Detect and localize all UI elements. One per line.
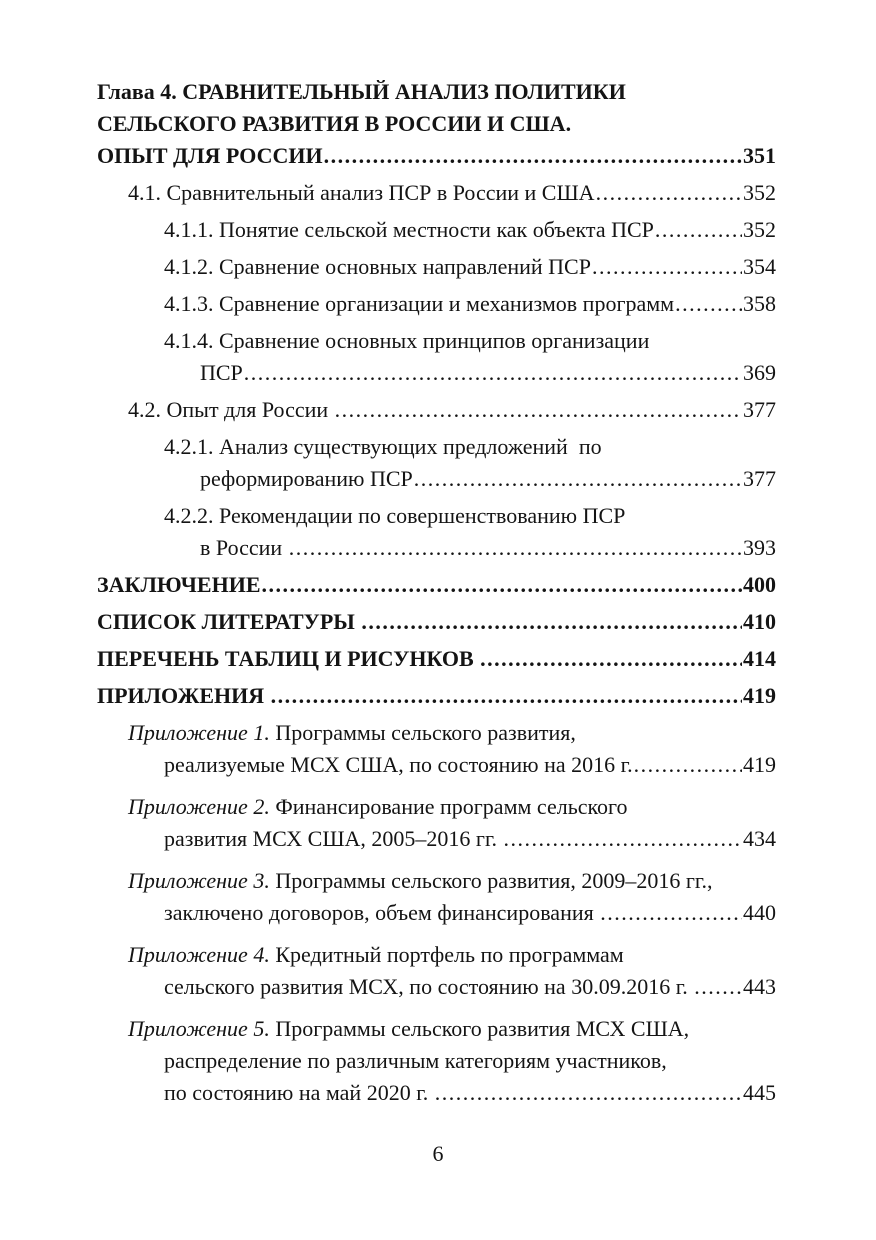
toc-entry	[97, 214, 776, 246]
toc-page-number: 419	[743, 683, 776, 708]
dot-leader	[655, 214, 742, 246]
toc-entry-text: СЕЛЬСКОГО РАЗВИТИЯ В РОССИИ И США.	[97, 111, 572, 136]
toc-page-number: 443	[743, 974, 776, 999]
toc-page-number: 419	[743, 752, 776, 777]
toc-line-final	[97, 140, 776, 172]
dot-leader	[244, 357, 742, 389]
toc-entry	[97, 643, 776, 675]
dot-leader	[634, 749, 742, 781]
toc-entry	[97, 288, 776, 320]
toc-entry-text: 4.2.1. Анализ существующих предложений по	[164, 434, 602, 459]
dot-leader	[361, 606, 742, 638]
toc-entry	[97, 76, 776, 172]
dot-leader	[262, 569, 743, 601]
toc-entry-text: 4.1.2. Сравнение основных направлений ПСР	[164, 254, 591, 279]
toc-line-final	[164, 1077, 776, 1109]
toc-entry	[97, 939, 776, 1003]
toc-line-final	[164, 288, 776, 320]
toc-page-number: 377	[743, 466, 776, 491]
dot-leader	[480, 643, 742, 675]
toc-entry-text: в России	[200, 535, 288, 560]
toc-page-number: 410	[743, 609, 776, 634]
dot-leader	[592, 251, 742, 283]
toc-line-final	[128, 394, 776, 426]
toc-line	[128, 865, 776, 897]
toc-entry	[97, 680, 776, 712]
toc-line	[128, 939, 776, 971]
toc-entry-text: заключено договоров, объем финансирования	[164, 900, 600, 925]
toc-line-final	[164, 971, 776, 1003]
toc-page-number: 445	[743, 1080, 776, 1105]
toc-page-number: 414	[743, 646, 776, 671]
toc-line-final	[97, 569, 776, 601]
toc-entry	[97, 606, 776, 638]
appendix-label: Приложение 2.	[128, 794, 270, 819]
toc-entry	[97, 394, 776, 426]
toc-line-final	[97, 606, 776, 638]
toc-page-number: 354	[743, 254, 776, 279]
dot-leader	[675, 288, 742, 320]
toc-entry	[97, 569, 776, 601]
toc-entry-text: Программы сельского развития,	[275, 720, 576, 745]
toc-entry-text: Глава 4. СРАВНИТЕЛЬНЫЙ АНАЛИЗ ПОЛИТИКИ	[97, 79, 626, 104]
dot-leader	[335, 394, 742, 426]
toc-page-number: 440	[743, 900, 776, 925]
toc-line	[97, 76, 776, 108]
toc-entry	[97, 1013, 776, 1109]
toc-page-number: 393	[743, 535, 776, 560]
toc-entry-text: СПИСОК ЛИТЕРАТУРЫ	[97, 609, 361, 634]
toc-entry-text: распределение по различным категориям участников,	[164, 1048, 667, 1073]
toc-list	[97, 76, 776, 1109]
toc-page-number: 434	[743, 826, 776, 851]
dot-leader	[324, 140, 742, 172]
toc-line	[164, 325, 776, 357]
toc-entry	[97, 431, 776, 495]
toc-line	[164, 1045, 776, 1077]
dot-leader	[600, 897, 742, 929]
toc-line	[128, 791, 776, 823]
toc-line	[128, 717, 776, 749]
toc-line-final	[200, 532, 776, 564]
page-footer	[0, 1138, 876, 1170]
toc-page-number: 358	[743, 291, 776, 316]
toc-line-final	[200, 463, 776, 495]
dot-leader	[289, 532, 742, 564]
appendix-label: Приложение 5.	[128, 1016, 270, 1041]
toc-line	[164, 500, 776, 532]
toc-entry-text: 4.1.4. Сравнение основных принципов организации	[164, 328, 650, 353]
toc-page-number: 400	[743, 572, 776, 597]
toc-page-number: 377	[743, 397, 776, 422]
toc-entry-text: Финансирование программ сельского	[275, 794, 628, 819]
toc-entry-text: по состоянию на май 2020 г.	[164, 1080, 434, 1105]
toc-entry	[97, 177, 776, 209]
toc-entry-text: ПРИЛОЖЕНИЯ	[97, 683, 270, 708]
toc-line-final	[128, 177, 776, 209]
footer-page-number: 6	[432, 1141, 444, 1166]
toc-entry-text: сельского развития МСХ, по состоянию на 30.09.2016 г.	[164, 974, 694, 999]
toc-entry-text: Программы сельского развития МСХ США,	[275, 1016, 690, 1041]
toc-entry-text: 4.2. Опыт для России	[128, 397, 334, 422]
toc-entry-text: реализуемые МСХ США, по состоянию на 2016 г.	[164, 752, 633, 777]
appendix-label: Приложение 4.	[128, 942, 270, 967]
dot-leader	[435, 1077, 742, 1109]
toc-line-final	[164, 823, 776, 855]
toc-line	[97, 108, 776, 140]
toc-entry	[97, 865, 776, 929]
toc-entry-text: реформированию ПСР	[200, 466, 413, 491]
toc-entry-text: 4.2.2. Рекомендации по совершенствованию ПСР	[164, 503, 626, 528]
toc-entry	[97, 791, 776, 855]
toc-entry-text: ЗАКЛЮЧЕНИЕ	[97, 572, 261, 597]
toc-page-number: 351	[743, 143, 776, 168]
toc-entry	[97, 325, 776, 389]
toc-entry-text: ОПЫТ ДЛЯ РОССИИ	[97, 143, 323, 168]
toc-line-final	[200, 357, 776, 389]
toc-page-number: 369	[743, 360, 776, 385]
toc-line-final	[164, 251, 776, 283]
toc-entry-text: развития МСХ США, 2005–2016 гг.	[164, 826, 503, 851]
toc-entry-text: ПЕРЕЧЕНЬ ТАБЛИЦ И РИСУНКОВ	[97, 646, 480, 671]
dot-leader	[596, 177, 742, 209]
toc-entry-text: 4.1. Сравнительный анализ ПСР в России и США	[128, 180, 595, 205]
toc-entry-text: ПСР	[200, 360, 243, 385]
dot-leader	[694, 971, 742, 1003]
dot-leader	[271, 680, 742, 712]
toc-entry-text: 4.1.3. Сравнение организации и механизмов программ	[164, 291, 675, 316]
toc-entry	[97, 251, 776, 283]
toc-line-final	[164, 214, 776, 246]
dot-leader	[414, 463, 742, 495]
toc-line-final	[97, 680, 776, 712]
toc-entry-text: 4.1.1. Понятие сельской местности как объекта ПСР	[164, 217, 654, 242]
toc-line-final	[164, 897, 776, 929]
toc-line-final	[97, 643, 776, 675]
toc-page-number: 352	[743, 180, 776, 205]
toc-entry	[97, 717, 776, 781]
dot-leader	[504, 823, 743, 855]
appendix-label: Приложение 1.	[128, 720, 270, 745]
appendix-label: Приложение 3.	[128, 868, 270, 893]
toc-line	[128, 1013, 776, 1045]
toc-page-number: 352	[743, 217, 776, 242]
toc-entry-text: Кредитный портфель по программам	[275, 942, 624, 967]
toc-entry-text: Программы сельского развития, 2009–2016 гг.,	[275, 868, 713, 893]
toc-entry	[97, 500, 776, 564]
toc-line-final	[164, 749, 776, 781]
toc-line	[164, 431, 776, 463]
